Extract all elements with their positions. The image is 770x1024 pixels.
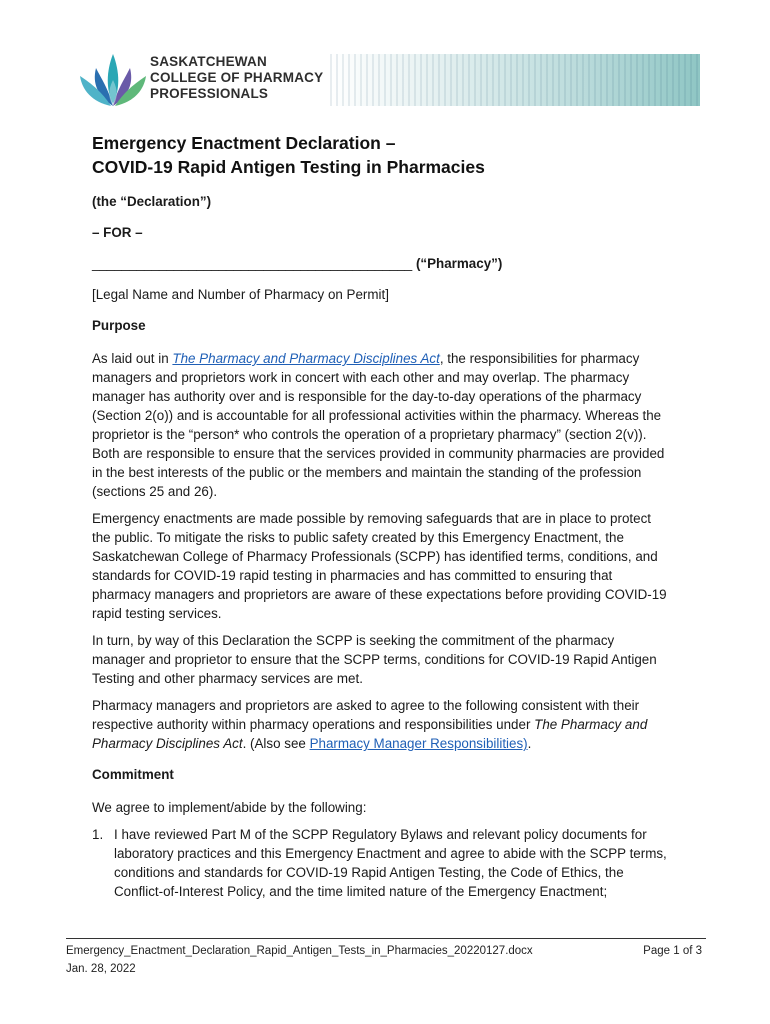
org-name-line-1: SASKATCHEWAN — [150, 54, 267, 69]
pharmacy-name-blank[interactable]: ___________________________________________ — [92, 256, 413, 271]
footer-page-number: Page 1 of 3 — [643, 945, 702, 957]
purpose-p4-intro: Pharmacy managers and proprietors are asked to agree to the following consistent with their respective authority within pharmacy operations and responsibilities under — [92, 698, 640, 732]
purpose-p4-end: . — [527, 736, 532, 751]
pharmacy-label: (“Pharmacy”) — [415, 256, 503, 271]
header-decorative-band — [330, 54, 700, 106]
title-line-2: COVID-19 Rapid Antigen Testing in Pharmacies — [92, 157, 485, 177]
document-body — [92, 192, 670, 901]
commitment-intro: We agree to implement/abide by the following: — [92, 800, 367, 815]
purpose-p1-body: , the responsibilities for pharmacy managers and proprietors work in concert with each other and may overlap. The pharmacy manager has authority over and is responsible for the day-to-day operations of the pharmacy (Section 2(o)) and is accountable for all professional activities within the pharmacy. Whereas the proprietor is the “person* who controls the operation of a proprietary pharmacy” (section 2(v)). Both are responsible to ensure that the services provided in community pharmacies are provided in the best interests of the public or the members and maintain the standing of the profession (sections 25 and 26). — [92, 351, 665, 499]
purpose-paragraph-4 — [92, 696, 670, 753]
purpose-paragraph-1 — [92, 349, 670, 501]
footer-date: Jan. 28, 2022 — [66, 963, 136, 975]
declaration-label: (the “Declaration”) — [92, 194, 212, 209]
for-label: – FOR – — [92, 225, 143, 240]
legal-name-instruction: [Legal Name and Number of Pharmacy on Permit] — [92, 287, 389, 302]
commitment-list — [92, 825, 670, 901]
commitment-item-number: 1. — [92, 827, 104, 842]
commitment-item — [92, 825, 670, 901]
purpose-p4-middle: . (Also see — [242, 736, 310, 751]
title-line-1: Emergency Enactment Declaration – — [92, 133, 396, 153]
purpose-heading: Purpose — [92, 318, 146, 333]
organization-name — [150, 54, 323, 102]
org-name-line-2: COLLEGE OF PHARMACY — [150, 70, 324, 85]
pharmacy-manager-responsibilities-link[interactable]: Pharmacy Manager Responsibilities) — [309, 736, 528, 751]
purpose-paragraph-3: In turn, by way of this Declaration the SCPP is seeking the commitment of the pharmacy manager and proprietor to ensure that the SCPP terms, conditions for COVID-19 Rapid Antigen Testing and other pharmacy services are met. — [92, 633, 657, 686]
purpose-p1-intro: As laid out in — [92, 351, 173, 366]
footer-filename: Emergency_Enactment_Declaration_Rapid_Antigen_Tests_in_Pharmacies_20220127.docx — [66, 945, 533, 957]
pharmacy-name-line — [92, 254, 670, 273]
org-name-line-3: PROFESSIONALS — [150, 86, 269, 101]
commitment-heading: Commitment — [92, 767, 174, 782]
lotus-flame-logo-icon — [78, 50, 148, 108]
commitment-item-text: I have reviewed Part M of the SCPP Regulatory Bylaws and relevant policy documents for laboratory practices and this Emergency Enactment and agree to abide with the SCPP terms, conditions and standards for COVID-19 Rapid Antigen Testing, the Code of Ethics, the Conflict-of-Interest Policy, and the time limited nature of the Emergency Enactment; — [114, 827, 667, 899]
document-title — [92, 131, 692, 179]
purpose-paragraph-2: Emergency enactments are made possible by removing safeguards that are in place to protect the public. To mitigate the risks to public safety created by this Emergency Enactment, the Saskatchewan College of Pharmacy Professionals (SCPP) has identified terms, conditions, and standards for COVID-19 rapid testing in pharmacies and has committed to ensuring that pharmacy managers and proprietors are aware of these expectations before providing COVID-19 rapid testing services. — [92, 511, 667, 621]
pharmacy-act-italic: The Pharmacy and Pharmacy Disciplines Act — [92, 717, 648, 751]
footer-divider — [66, 938, 706, 939]
pharmacy-act-link[interactable]: The Pharmacy and Pharmacy Disciplines Act — [172, 351, 440, 366]
